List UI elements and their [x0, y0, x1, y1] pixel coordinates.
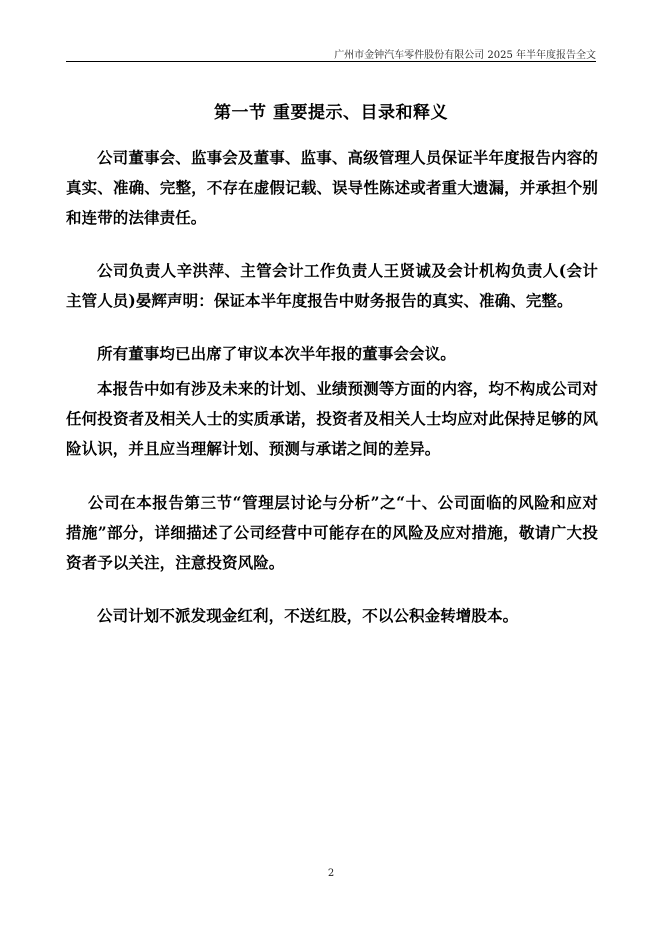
- page-number: 2: [327, 868, 335, 879]
- running-header: 广州市金钟汽车零件股份有限公司 2025 年半年度报告全文: [334, 50, 596, 61]
- paragraph-forward-looking-notice: 本报告中如有涉及未来的计划、业绩预测等方面的内容，均不构成公司对任何投资者及相关人士的实质承诺，投资者及相关人士均应对此保持足够的风险认识，并且应当理解计划、预测与承诺之间的差异。: [66, 379, 598, 458]
- paragraph-dividend-plan: 公司计划不派发现金红利，不送红股，不以公积金转增股本。: [97, 606, 519, 625]
- paragraph-financial-declaration: 公司负责人辛洪萍、主管会计工作负责人王贤诚及会计机构负责人(会计主管人员)晏辉声明：保证本半年度报告中财务报告的真实、准确、完整。: [66, 261, 598, 310]
- paragraph-risk-notice: 公司在本报告第三节“管理层讨论与分析”之“十、公司面临的风险和应对措施”部分，详细描述了公司经营中可能存在的风险及应对措施，敬请广大投资者予以关注，注意投资风险。: [66, 493, 598, 572]
- paragraph-responsibility-statement: 公司董事会、监事会及董事、监事、高级管理人员保证半年度报告内容的真实、准确、完整，不存在虚假记载、误导性陈述或者重大遗漏，并承担个别和连带的法律责任。: [66, 148, 598, 227]
- section-title: 第一节 重要提示、目录和释义: [214, 103, 448, 123]
- header-divider: [66, 61, 596, 62]
- paragraph-board-attendance: 所有董事均已出席了审议本次半年报的董事会会议。: [97, 344, 456, 363]
